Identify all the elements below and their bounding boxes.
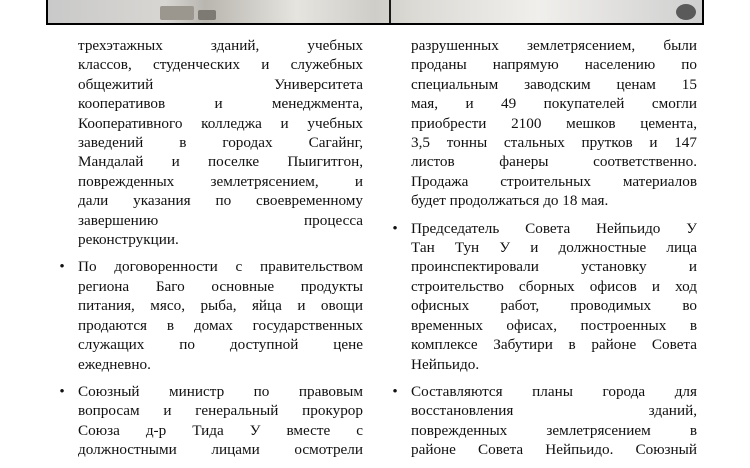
text-line: служащих по доступной цене [78,336,363,354]
text-line: 3,5 тонны стальных прутков и 147 [411,134,697,152]
text-line: проинспектировали установку и [411,258,697,276]
text-line: дали указания по своевременному [78,192,363,210]
text-line: трехэтажных зданий, учебных [78,37,363,54]
text-line: временных офисах, построенных в [411,316,697,334]
text-line: поврежденных землетрясением в [411,421,697,439]
bullet-item [55,257,363,373]
text-line: кооперативов и менеджмента, [78,95,363,113]
photo-object [676,4,696,20]
text-line: реконструкции. [78,231,179,249]
text-line: Мандалай и поселке Пыигитгон, [78,153,363,171]
text-line: офисных работ, проводимых во [411,297,697,315]
text-line: завершению процесса [78,211,363,229]
text-line: ежедневно. [78,355,151,373]
text-line: комплексе Забутири в районе Совета [411,336,697,354]
photo-object [160,6,194,20]
text-line: вопросам и генеральный прокурор [78,402,363,420]
left-continuation-paragraph [55,36,363,249]
text-line: листов фанеры соответственно. [411,153,697,171]
bullet-icon: • [392,219,398,237]
text-line: восстановления зданий, [411,402,697,420]
text-line: разрушенных землетрясением, были [411,37,697,54]
left-column [55,36,363,468]
text-line: будет продолжаться до 18 мая. [411,192,609,210]
photo-strip [46,0,704,25]
bullet-icon: • [392,382,398,400]
bullet-icon: • [59,258,65,276]
text-line: заведений в городах Сагайнг, [78,134,363,152]
text-line: районе Совета Нейпьидо. Союзный [411,441,697,459]
text-line: Составляются планы города для [411,382,697,400]
text-line: проданы напрямую населению по [411,56,697,74]
text-line: строительство сборных офисов и ход [411,277,697,295]
text-line: классов, студенческих и служебных [78,56,363,74]
text-line: поврежденных землетрясением, и [78,172,363,190]
bullet-item [388,382,697,460]
text-line: должностными лицами осмотрели [78,441,363,459]
bullet-item [388,219,697,374]
text-line: специальным заводским ценам 15 [411,75,697,93]
text-line: региона Баго основные продукты [78,277,363,295]
text-line: Нейпьидо. [411,355,480,373]
text-line: Кооперативного колледжа и учебных [78,114,363,132]
text-line: По договоренности с правительством [78,258,363,276]
photo-object [198,10,216,20]
right-continuation-paragraph [388,36,697,211]
text-line: Продажа строительных материалов [411,172,697,190]
right-column [388,36,697,468]
text-line: приобрести 2100 мешков цемента, [411,114,697,132]
photo-divider [389,0,391,25]
text-line: Союза д-р Тида У вместе с [78,421,363,439]
text-line: мая, и 49 покупателей смогли [411,95,697,113]
text-line: Тан Тун У и должностные лица [411,239,697,257]
text-line: питания, мясо, рыба, яйца и овощи [78,297,363,315]
bullet-item [55,382,363,460]
text-line: общежитий Университета [78,75,363,93]
bullet-icon: • [59,382,65,400]
text-line: продаются в домах государственных [78,316,363,334]
text-line: Председатель Совета Нейпьидо У [411,219,697,237]
text-line: Союзный министр по правовым [78,382,363,400]
